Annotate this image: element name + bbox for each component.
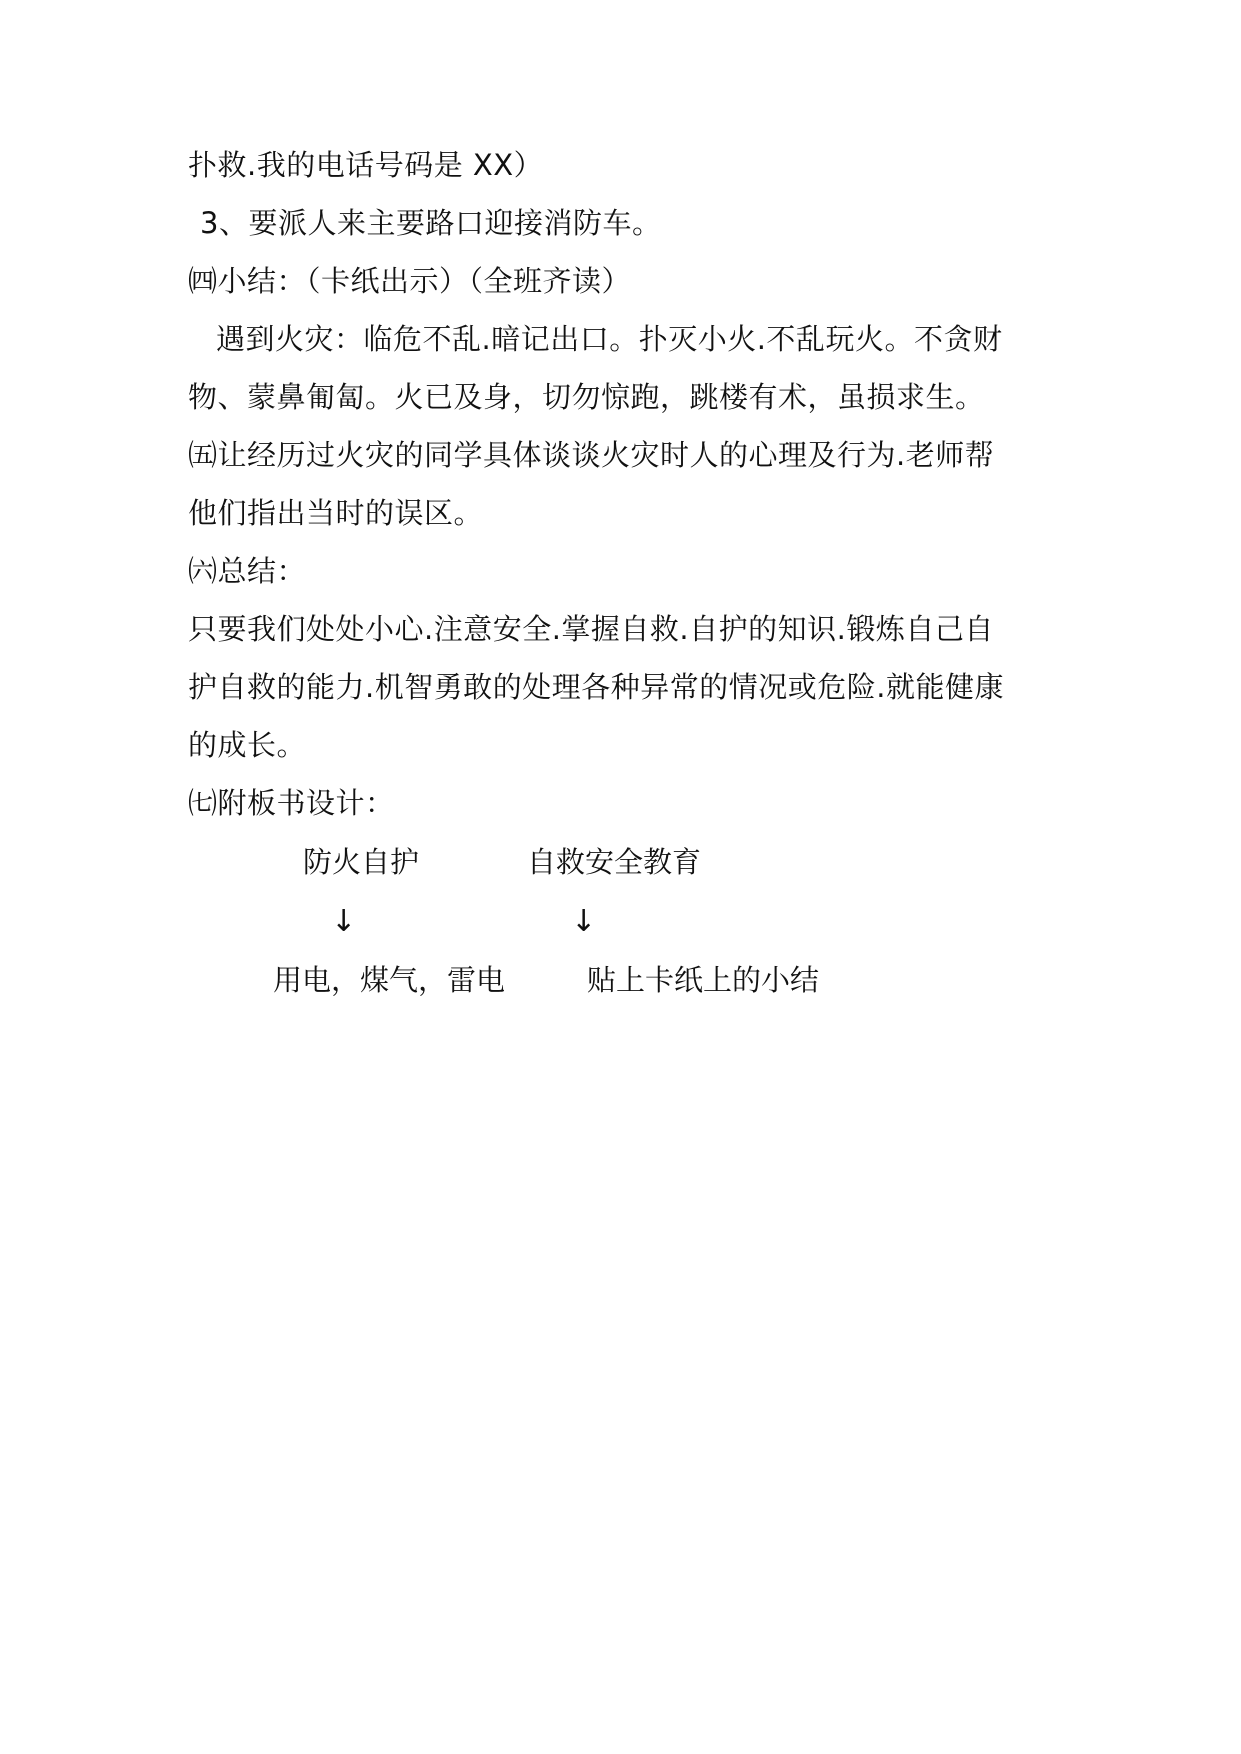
paragraph-line: 的成长。 [188, 728, 307, 762]
section-heading: ㈦附板书设计： [188, 786, 395, 820]
paragraph-line: 遇到火灾：临危不乱.暗记出口。扑灭小火.不乱玩火。不贪财 [216, 322, 1003, 356]
down-arrow-icon: ↓ [331, 904, 357, 939]
paragraph-line: 3、要派人来主要路口迎接消防车。 [200, 206, 662, 240]
section-heading: ㈥总结： [188, 554, 307, 588]
board-right-title: 自救安全教育 [527, 845, 702, 879]
section-heading: ㈤让经历过火灾的同学具体谈谈火灾时人的心理及行为.老师帮 [188, 438, 995, 472]
paragraph-line: 他们指出当时的误区。 [188, 496, 484, 530]
board-left-title: 防火自护 [303, 845, 420, 879]
paragraph-line: 只要我们处处小心.注意安全.掌握自救.自护的知识.锻炼自己自 [188, 612, 994, 646]
down-arrow-icon: ↓ [571, 904, 597, 939]
paragraph-line: 物、蒙鼻匍匐。火已及身，切勿惊跑，跳楼有术，虽损求生。 [188, 380, 985, 414]
paragraph-line: 扑救.我的电话号码是 XX） [188, 148, 544, 182]
board-left-item: 用电，煤气，雷电 [273, 963, 506, 997]
board-right-item: 贴上卡纸上的小结 [587, 963, 820, 997]
paragraph-line: 护自救的能力.机智勇敢的处理各种异常的情况或危险.就能健康 [188, 670, 1004, 704]
section-heading: ㈣小结：（卡纸出示）（全班齐读） [188, 264, 632, 298]
